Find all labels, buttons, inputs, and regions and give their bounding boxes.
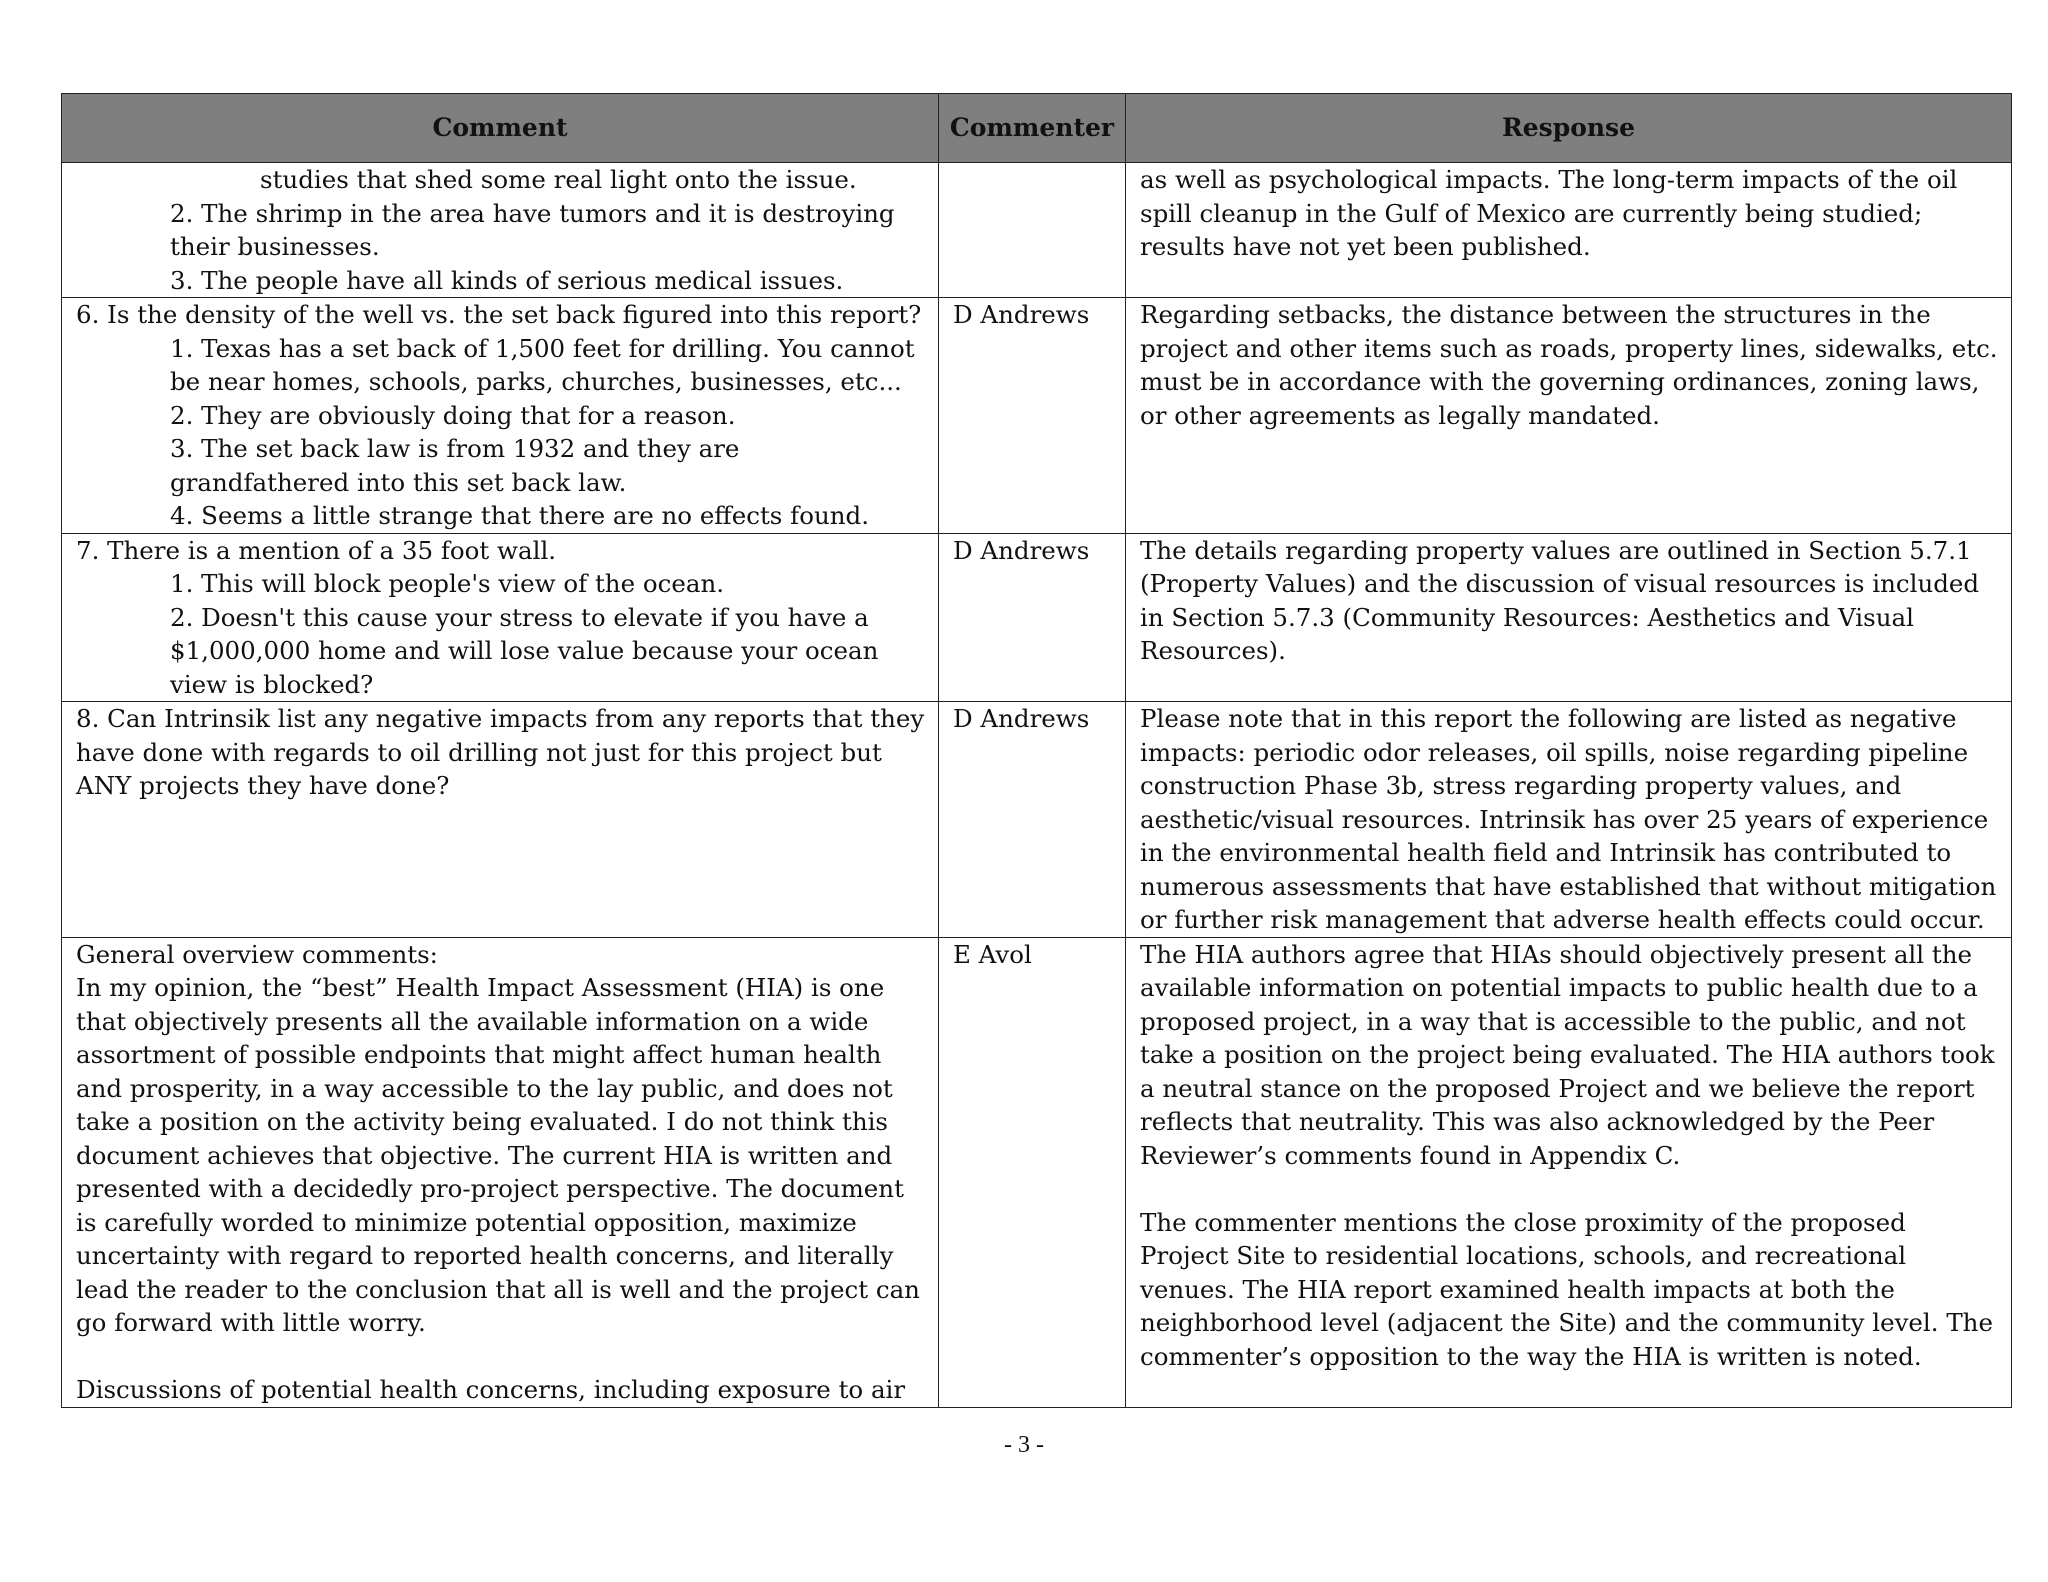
paragraph-spacer <box>76 1340 926 1374</box>
response-paragraph: The details regarding property values are outlined in Section 5.7.1 (Property Values) and the discussion of visual resources is included in Section 5.7.3 (Community Resources: Aesthetics and Visual Resources). <box>1140 535 1980 665</box>
table-row <box>62 298 2012 534</box>
response-paragraph: Please note that in this report the following are listed as negative impacts: periodic odor releases, oil spills, noise regarding pipeline construction Phase 3b, stress regarding property values, and aesthetic/visual resources. Intrinsik has over 25 years of experience in the environmental health field and Intrinsik has contributed to numerous assessments that have established that without mitigation or further risk management that adverse health effects could occur. <box>1140 704 1997 934</box>
response-cell <box>1126 533 2012 702</box>
response-paragraph: The commenter mentions the close proximity of the proposed Project Site to residential locations, schools, and recreational venues. The HIA report examined health impacts at both the neighborhood level (adjacent the Site) and the community level. The commenter’s opposition to the way the HIA is written is noted. <box>1140 1207 1993 1371</box>
comment-list-item: 2. Doesn't this cause your stress to elevate if you have a $1,000,000 home and will lose value because your ocean view is blocked? <box>170 602 879 699</box>
comment-cell <box>62 702 939 938</box>
comment-cell <box>62 163 939 298</box>
table-row <box>62 163 2012 298</box>
response-paragraph: Regarding setbacks, the distance between the structures in the project and other items such as roads, property lines, sidewalks, etc. must be in accordance with the governing ordinances, zoning laws, or other agreements as legally mandated. <box>1140 300 1998 430</box>
response-paragraph: as well as psychological impacts. The long-term impacts of the oil spill cleanup in the Gulf of Mexico are currently being studied; results have not yet been published. <box>1140 165 1958 261</box>
response-cell <box>1126 298 2012 534</box>
comment-continuation-text: studies that shed some real light onto the issue. <box>260 165 857 194</box>
comment-paragraph: Discussions of potential health concerns, including exposure to air <box>76 1375 906 1404</box>
response-cell <box>1126 163 2012 298</box>
comment-list-item: 3. The people have all kinds of serious medical issues. <box>170 265 844 295</box>
commenter-cell: D Andrews <box>939 298 1126 534</box>
comment-heading: 6. Is the density of the well vs. the set back figured into this report? <box>76 300 922 329</box>
table-header-row <box>62 94 2012 163</box>
comment-list-item: 1. Texas has a set back of 1,500 feet for drilling. You cannot be near homes, schools, parks, churches, businesses, etc... <box>170 333 915 396</box>
comment-heading: 8. Can Intrinsik list any negative impacts from any reports that they have done with regards to oil drilling not just for this project but ANY projects they have done? <box>76 704 925 800</box>
comment-response-table <box>61 93 2012 1408</box>
header-comment: Comment <box>62 94 939 163</box>
commenter-cell: D Andrews <box>939 702 1126 938</box>
comment-list-item: 4. Seems a little strange that there are no effects found. <box>170 501 869 530</box>
header-response: Response <box>1126 94 2012 163</box>
header-commenter: Commenter <box>939 94 1126 163</box>
page-number: - 3 - <box>1004 1432 1044 1458</box>
commenter-cell: D Andrews <box>939 533 1126 702</box>
comment-list-item: 2. They are obviously doing that for a reason. <box>170 400 736 430</box>
response-cell <box>1126 702 2012 938</box>
commenter-cell <box>939 163 1126 298</box>
table-row <box>62 937 2012 1407</box>
table-row <box>62 702 2012 938</box>
response-cell <box>1126 937 2012 1407</box>
comment-list-item: 3. The set back law is from 1932 and they are grandfathered into this set back law. <box>170 434 740 497</box>
comment-cell <box>62 533 939 702</box>
comment-cell <box>62 937 939 1407</box>
comment-heading: General overview comments: <box>76 939 438 969</box>
comment-cell <box>62 298 939 534</box>
commenter-cell: E Avol <box>939 937 1126 1407</box>
paragraph-spacer <box>1140 1172 1999 1206</box>
response-paragraph: The HIA authors agree that HIAs should objectively present all the available information on potential impacts to public health due to a proposed project, in a way that is accessible to the public, and not take a position on the project being evaluated. The HIA authors took a neutral stance on the proposed Project and we believe the report reflects that neutrality. This was also acknowledged by the Peer Reviewer’s comments found in Appendix C. <box>1140 939 1995 1170</box>
comment-heading: 7. There is a mention of a 35 foot wall. <box>76 535 557 565</box>
comment-list-item: 1. This will block people's view of the ocean. <box>170 569 725 598</box>
table-row <box>62 533 2012 702</box>
comment-list-item: 2. The shrimp in the area have tumors and it is destroying their businesses. <box>170 198 895 261</box>
comment-paragraph: In my opinion, the “best” Health Impact Assessment (HIA) is one that objectively presents all the available information on a wide assortment of possible endpoints that might affect human health and prosperity, in a way accessible to the lay public, and does not take a position on the activity being evaluated. I do not think this document achieves that objective. The current HIA is written and presented with a decidedly pro-project perspective. The document is carefully worded to minimize potential opposition, maximize uncertainty with regard to reported health concerns, and literally lead the reader to the conclusion that all is well and the project can go forward with little worry. <box>76 973 920 1337</box>
